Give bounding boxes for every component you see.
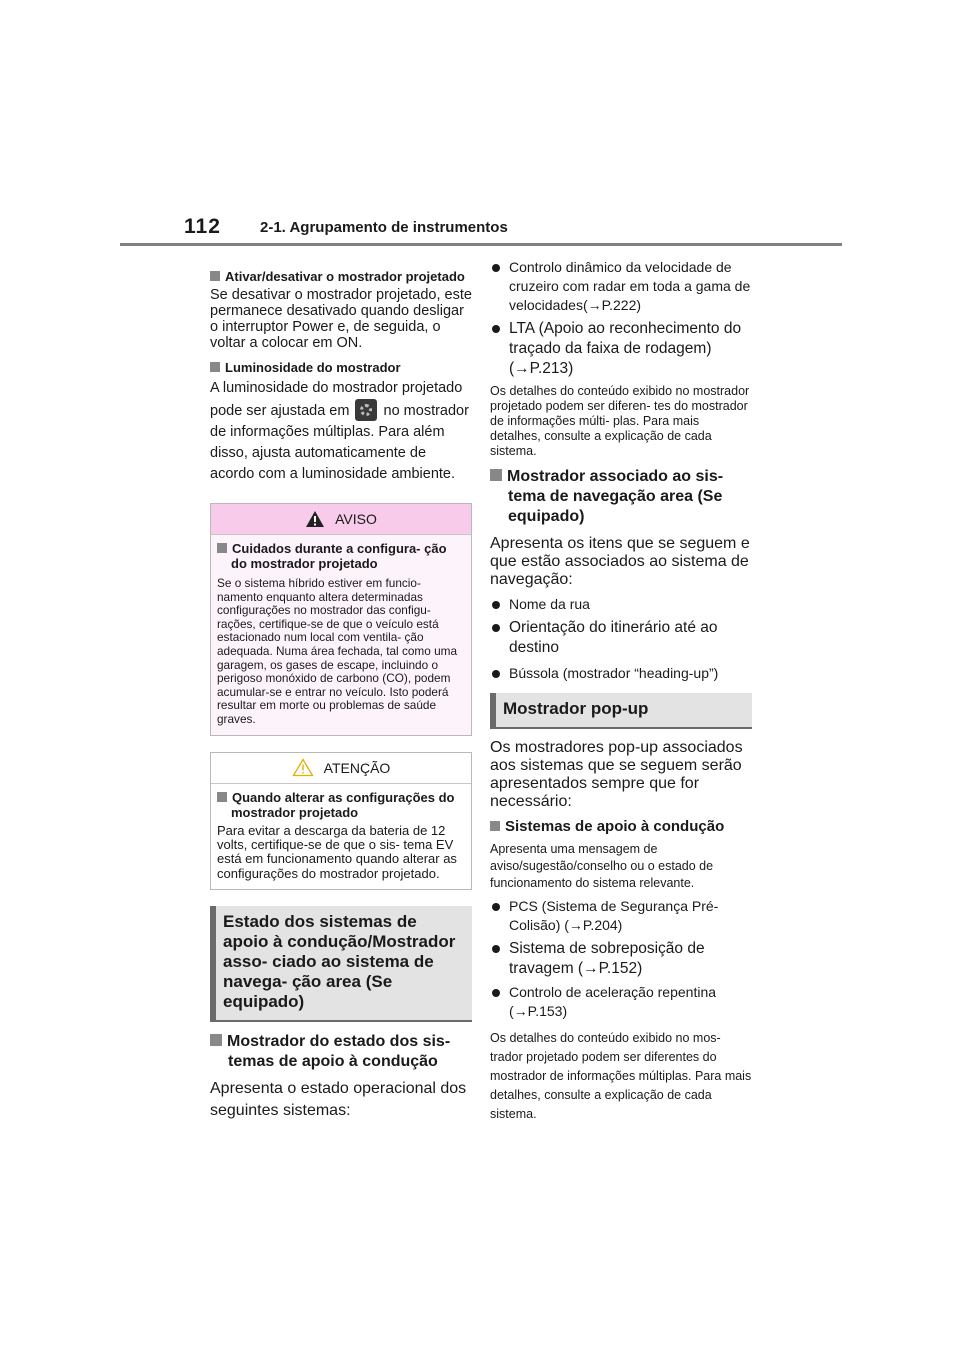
- paragraph: Apresenta o estado operacional dos seguintes sistemas:: [210, 1080, 467, 1120]
- section-heading: [210, 1032, 472, 1072]
- list-item: Controlo de aceleração repentina (→P.153): [490, 983, 752, 1021]
- paragraph: [210, 378, 472, 485]
- list-item: Nome da rua: [490, 595, 752, 614]
- section-heading-text: Ativar/desativar o mostrador projetado: [225, 269, 465, 284]
- right-column: [490, 254, 752, 1124]
- section-banner: Estado dos sistemas de apoio à condução/Mostrador asso- ciado ao sistema de navega- ção area (Se equipado): [210, 906, 472, 1022]
- square-bullet-icon: [210, 271, 220, 281]
- caution-box: [210, 752, 472, 891]
- note-text: Os detalhes do conteúdo exibido no mostrador projetado podem ser diferen- tes do mostrador de informações múlti- plas. Para mais detalhes, consulte a explicação de cada sistema.: [490, 384, 750, 458]
- warning-box-body: [211, 535, 471, 735]
- section-heading-text: Mostrador do estado dos sis- temas de apoio à condução: [227, 1033, 451, 1071]
- paragraph: Apresenta uma mensagem de aviso/sugestão/conselho ou o estado de funcionamento do sistema relevante.: [490, 842, 714, 890]
- left-column: [210, 262, 472, 1126]
- chapter-title: 2-1. Agrupamento de instrumentos: [260, 219, 508, 236]
- paragraph: Os mostradores pop-up associados aos sistemas que se seguem serão apresentados sempre que for necessário:: [490, 739, 743, 810]
- warning-label: AVISO: [335, 511, 377, 527]
- list-item: PCS (Sistema de Segurança Pré-Colisão) (→P.204): [490, 897, 752, 935]
- warning-text: Se o sistema híbrido estiver em funcio- namento enquanto altera determinadas configurações no mostrador das configu- rações, certifique-se de que o veículo está estacionado num local com ventila- ção adequada. Numa área fechada, tal como uma garagem, os gases de escape, incluindo o perigoso monóxido de carbono (CO), podem acumular-se e entrar no veículo. Isto poderá resultar em morte ou problemas de saúde graves.: [217, 576, 458, 726]
- square-bullet-icon: [210, 362, 220, 372]
- section-heading-text: Mostrador associado ao sis- tema de navegação area (Se equipado): [507, 468, 724, 525]
- warning-box-header: [211, 504, 471, 535]
- warning-subheading-text: Cuidados durante a configura- ção do mostrador projetado: [231, 541, 447, 571]
- caution-box-header: [211, 753, 471, 784]
- square-bullet-icon: [210, 1034, 222, 1046]
- section-heading: [210, 360, 472, 375]
- settings-gear-icon: [355, 399, 377, 421]
- square-bullet-icon: [490, 469, 502, 481]
- list-item: Sistema de sobreposição de travagem (→P.152): [490, 939, 752, 979]
- paragraph-text: no mostrador de informações múltiplas. Para além disso, ajusta automaticamente de acordo com a luminosidade ambiente.: [210, 403, 469, 482]
- section-heading: [210, 269, 472, 284]
- warning-subheading: [217, 541, 465, 571]
- section-banner: Mostrador pop-up: [490, 693, 752, 729]
- square-bullet-icon: [217, 543, 227, 553]
- warning-triangle-icon: [305, 510, 325, 528]
- caution-triangle-icon: [292, 758, 314, 777]
- caution-subheading-text: Quando alterar as configurações do mostrador projetado: [231, 789, 455, 820]
- list-item: Controlo dinâmico da velocidade de cruzeiro com radar em toda a gama de velocidades(→P.222): [490, 258, 752, 315]
- caution-subheading: [217, 790, 465, 820]
- list-item: Bússola (mostrador “heading-up”): [490, 664, 752, 683]
- paragraph-text: A luminosidade do mostrador projetado pode ser ajustada em: [210, 380, 463, 419]
- header-rule: [120, 243, 842, 246]
- note-text: Os detalhes do conteúdo exibido no mos- trador projetado podem ser diferentes do mostrador de informações múltiplas. Para mais detalhes, consulte a explicação de cada sistema.: [490, 1031, 752, 1121]
- paragraph: Se desativar o mostrador projetado, este permanece desativado quando desligar o interruptor Power e, de seguida, o voltar a colocar em ON.: [210, 287, 472, 351]
- warning-box: [210, 503, 472, 736]
- list-item: Orientação do itinerário até ao destino: [490, 618, 752, 658]
- caution-text: Para evitar a descarga da bateria de 12 volts, certifique-se de que o sis- tema EV está em funcionamento quando alterar as configurações do mostrador projetado.: [217, 822, 457, 881]
- caution-label: ATENÇÃO: [323, 759, 391, 776]
- page-number: 112: [184, 215, 221, 238]
- square-bullet-icon: [490, 821, 500, 831]
- section-heading: [490, 467, 752, 527]
- section-heading-text: Sistemas de apoio à condução: [505, 818, 725, 835]
- list-item: LTA (Apoio ao reconhecimento do traçado da faixa de rodagem) (→P.213): [490, 319, 752, 379]
- paragraph: Apresenta os itens que se seguem e que estão associados ao sistema de navegação:: [490, 535, 750, 588]
- square-bullet-icon: [217, 792, 227, 802]
- caution-box-body: [211, 784, 471, 890]
- section-heading-text: Luminosidade do mostrador: [225, 360, 401, 375]
- section-heading: [490, 817, 752, 837]
